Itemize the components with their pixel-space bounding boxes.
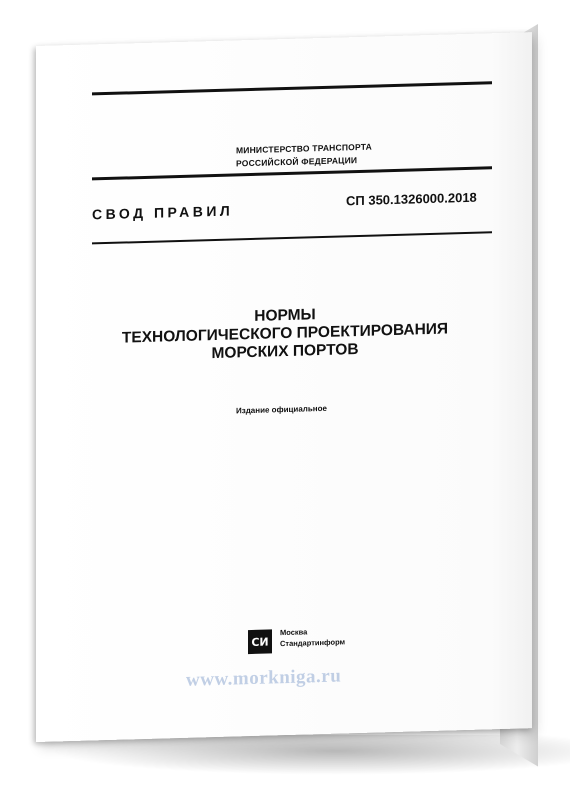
edition-label: Издание официальное [236, 403, 327, 416]
publisher-name: Стандартинформ [280, 637, 346, 649]
floor-shadow [50, 735, 570, 775]
middle-rule [92, 231, 492, 244]
ministry-line-2: РОССИЙСКОЙ ФЕДЕРАЦИИ [236, 155, 358, 169]
ministry-block [236, 139, 436, 171]
standartinform-logo-icon: СИ [248, 629, 272, 654]
document-code: СП 350.1326000.2018 [346, 189, 477, 209]
title-line-3: МОРСКИХ ПОРТОВ [211, 340, 359, 363]
watermark: www.morkniga.ru [186, 665, 342, 691]
publisher-city: Москва [280, 627, 308, 638]
title-line-1: НОРМЫ [254, 306, 316, 325]
book-cover [36, 32, 532, 742]
top-rule [92, 81, 492, 95]
ministry-line-1: МИНИСТЕРСТВО ТРАНСПОРТА [236, 141, 372, 156]
series-label: СВОД ПРАВИЛ [92, 202, 234, 223]
title-line-2: ТЕХНОЛОГИЧЕСКОГО ПРОЕКТИРОВАНИЯ [121, 320, 449, 347]
publisher-block [280, 625, 345, 649]
document-title [76, 301, 494, 367]
